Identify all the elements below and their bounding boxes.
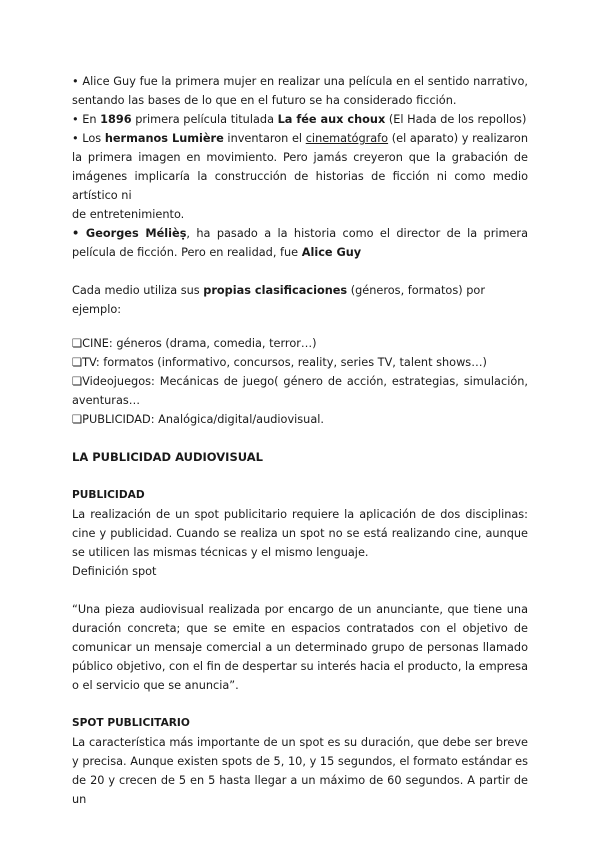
lead-bold: propias clasificaciones [203, 284, 348, 297]
spacer [72, 319, 528, 334]
publicidad-paragraph: La realización de un spot publicitario requiere la aplicación de dos disciplinas: cine y publicidad. Cuando se realiza un spot no se está realizando cine, aunque se utilicen las mismas técnicas y el mismo lenguaje. [72, 508, 528, 559]
spacer [72, 262, 528, 281]
lead-text: Cada medio utiliza sus [72, 284, 204, 297]
lead-text: (géneros, formatos) por ejemplo: [72, 284, 485, 316]
bullet-alice-guy [72, 72, 528, 110]
bullet-text: , ha pasado a la historia como el director de la primera película de ficción. Pero en realidad, fue [72, 227, 529, 259]
definicion-spot: Definición spot [72, 565, 157, 578]
list-item-publicidad: ❏PUBLICIDAD: Analógica/digital/audiovisual. [72, 413, 324, 426]
spacer [72, 695, 528, 714]
lumiere-bold: hermanos Lumière [104, 132, 224, 145]
film-title-bold: La fée aux choux [277, 113, 386, 126]
publicidad-heading: PUBLICIDAD [72, 489, 145, 501]
list-item-videojuegos: ❏Videojuegos: Mecánicas de juego( género de acción, estrategias, simulación, aventuras… [72, 375, 528, 407]
spacer [72, 467, 528, 486]
spot-heading: SPOT PUBLICITARIO [72, 717, 190, 729]
bullet-text: (el aparato) y realizaron la primera imagen en movimiento. Pero jamás creyeron que la grabación de imágenes implicaría la construcción de historias de ficción ni como medio artístico ni [72, 132, 528, 202]
bullet-text: • Los [72, 132, 105, 145]
bullet-text: inventaron el [223, 132, 306, 145]
year-bold: 1896 [100, 113, 132, 126]
bullet-text: • En [72, 113, 101, 126]
spacer [72, 429, 528, 448]
bullet-text: de entretenimiento. [72, 208, 185, 221]
spot-definition-quote: “Una pieza audiovisual realizada por encargo de un anunciante, que tiene una duración concreta; que se emite en espacios contratados con el objetivo de comunicar un mensaje comercial a un determinado grupo de personas llamado público objetivo, con el fin de despertar su interés hacia el producto, la empresa o el servicio que se anuncia”. [72, 603, 528, 692]
bullet-1896 [72, 110, 528, 129]
bullet-melies [72, 224, 528, 262]
spot-paragraph: La característica más importante de un spot es su duración, que debe ser breve y precisa. Aunque existen spots de 5, 10, y 15 segundos, el formato estándar es de 20 y crecen de 5 en 5 hasta llegar a un máximo de 60 segundos. A partir de un [72, 736, 528, 806]
bullet-lumiere [72, 129, 528, 205]
classifications-lead [72, 281, 528, 319]
bullet-text: primera película titulada [131, 113, 278, 126]
list-item-tv: ❏TV: formatos (informativo, concursos, reality, series TV, talent shows…) [72, 356, 487, 369]
melies-bold: • Georges Mélièṣ [72, 227, 187, 240]
list-item-cine: ❏CINE: géneros (drama, comedia, terror…) [72, 337, 317, 350]
bullet-text: • Alice Guy fue la primera mujer en realizar una película en el sentido narrativo, sentando las bases de lo que en el futuro se ha considerado ficción. [72, 75, 528, 107]
bullet-text: (El Hada de los repollos) [385, 113, 527, 126]
alice-guy-bold: Alice Guy [301, 246, 362, 259]
spacer [72, 581, 528, 600]
cinematografo-link[interactable]: cinematógrafo [305, 132, 389, 145]
section-title: LA PUBLICIDAD AUDIOVISUAL [72, 450, 263, 464]
bullet-lumiere-end [72, 205, 528, 224]
